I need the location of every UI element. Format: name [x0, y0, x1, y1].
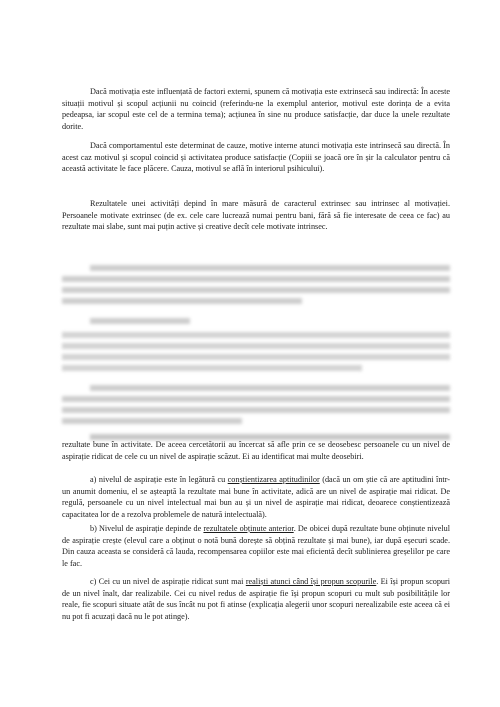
- item-c-prefix: c) Cei cu un nivel de aspirație ridicat sunt mai: [90, 577, 246, 586]
- paragraph-aspiration-level-intro: rezultate bune în activitate. De aceea cercetătorii au încercat să afle prin ce se deosebesc persoanele cu un nivel de aspirație ridicat de cele cu un nivel de aspirație scăzut. Ei au identificat mai multe deosebiri.: [62, 440, 450, 461]
- item-c-text: . Ei își propun scopuri de un nivel înalt, dar realizabile. Cei cu nivel redus de aspirație fie își propun scopuri cu mult sub posibilitățile lor reale, fie scopuri situate atât de sus încât nu pot fi atinse (explicația alegerii unor scopuri nerealizabile este aceea că ei nu pot fi acuzați dacă nu le pot atinge).: [62, 577, 451, 621]
- list-item-c: [62, 576, 450, 622]
- item-a-prefix: a) nivelul de aspirație este în legătură cu: [90, 475, 228, 484]
- paragraph-activity-results: Rezultatele unei activități depind în mare măsură de caracterul extrinsec sau intrinsec al motivației. Persoanele motivate extrinsec (de ex. cele care lucrează numai pentru bani, fără să fie interesate de ceea ce fac) au rezultate mai slabe, sunt mai puțin active și creative decît cele motivate intrinsec.: [62, 199, 450, 232]
- item-a-underlined: conștientizarea aptitudinilor: [227, 475, 320, 484]
- list-item-a: [62, 474, 450, 520]
- blurred-text-section: [62, 262, 450, 440]
- item-b-prefix: b) Nivelul de aspirație depinde de: [90, 524, 204, 533]
- item-c-underlined: realiști atunci când își propun scopurile: [245, 577, 377, 586]
- list-item-b: [62, 523, 450, 569]
- item-b-underlined: rezultatele obținute anterior: [203, 524, 294, 533]
- paragraph-extrinsic-motivation: Dacă motivația este influențată de factori externi, spunem că motivația este extrinsecă sau indirectă: În aceste situații motivul și scopul acțiunii nu coincid (referindu-ne la exemplul anterior, motivul este dorința de a evita pedeapsa, iar scopul este cel de a termina tema); acțiunea în sine nu produce satisfacție, dar duce la unele rezultate dorite.: [62, 87, 450, 131]
- paragraph-intrinsic-motivation: Dacă comportamentul este determinat de cauze, motive interne atunci motivația este intrinsecă sau directă. În acest caz motivul și scopul coincid și activitatea produce satisfacție (Copiii se joacă ore în șir la calculator pentru că această activitate le face plăcere. Cauza, motivul se află în interiorul psihicului).: [62, 141, 450, 174]
- item-b-text: . De obicei după rezultate bune obținute nivelul de aspirație crește (elevul care a obținut o notă bună dorește să obțină rezultate și mai bune), iar după eșecuri scade. Din cauza aceasta se consideră că lauda, recompensarea copiilor este mai eficientă decît sublinierea greșelilor pe care le fac.: [62, 524, 450, 568]
- item-a-text: (dacă un om știe că are aptitudini într-un anumit domeniu, el se așteaptă la rezultate mai bune în activitate, adică are un nivel de aspirație mai ridicat. De regulă, persoanele cu un nivel intelectual mai bun au și un nivel de aspirație mai ridicat, deoarece conștientizează capacitatea lor de a rezolva problemele de natură intelectuală).: [62, 475, 450, 519]
